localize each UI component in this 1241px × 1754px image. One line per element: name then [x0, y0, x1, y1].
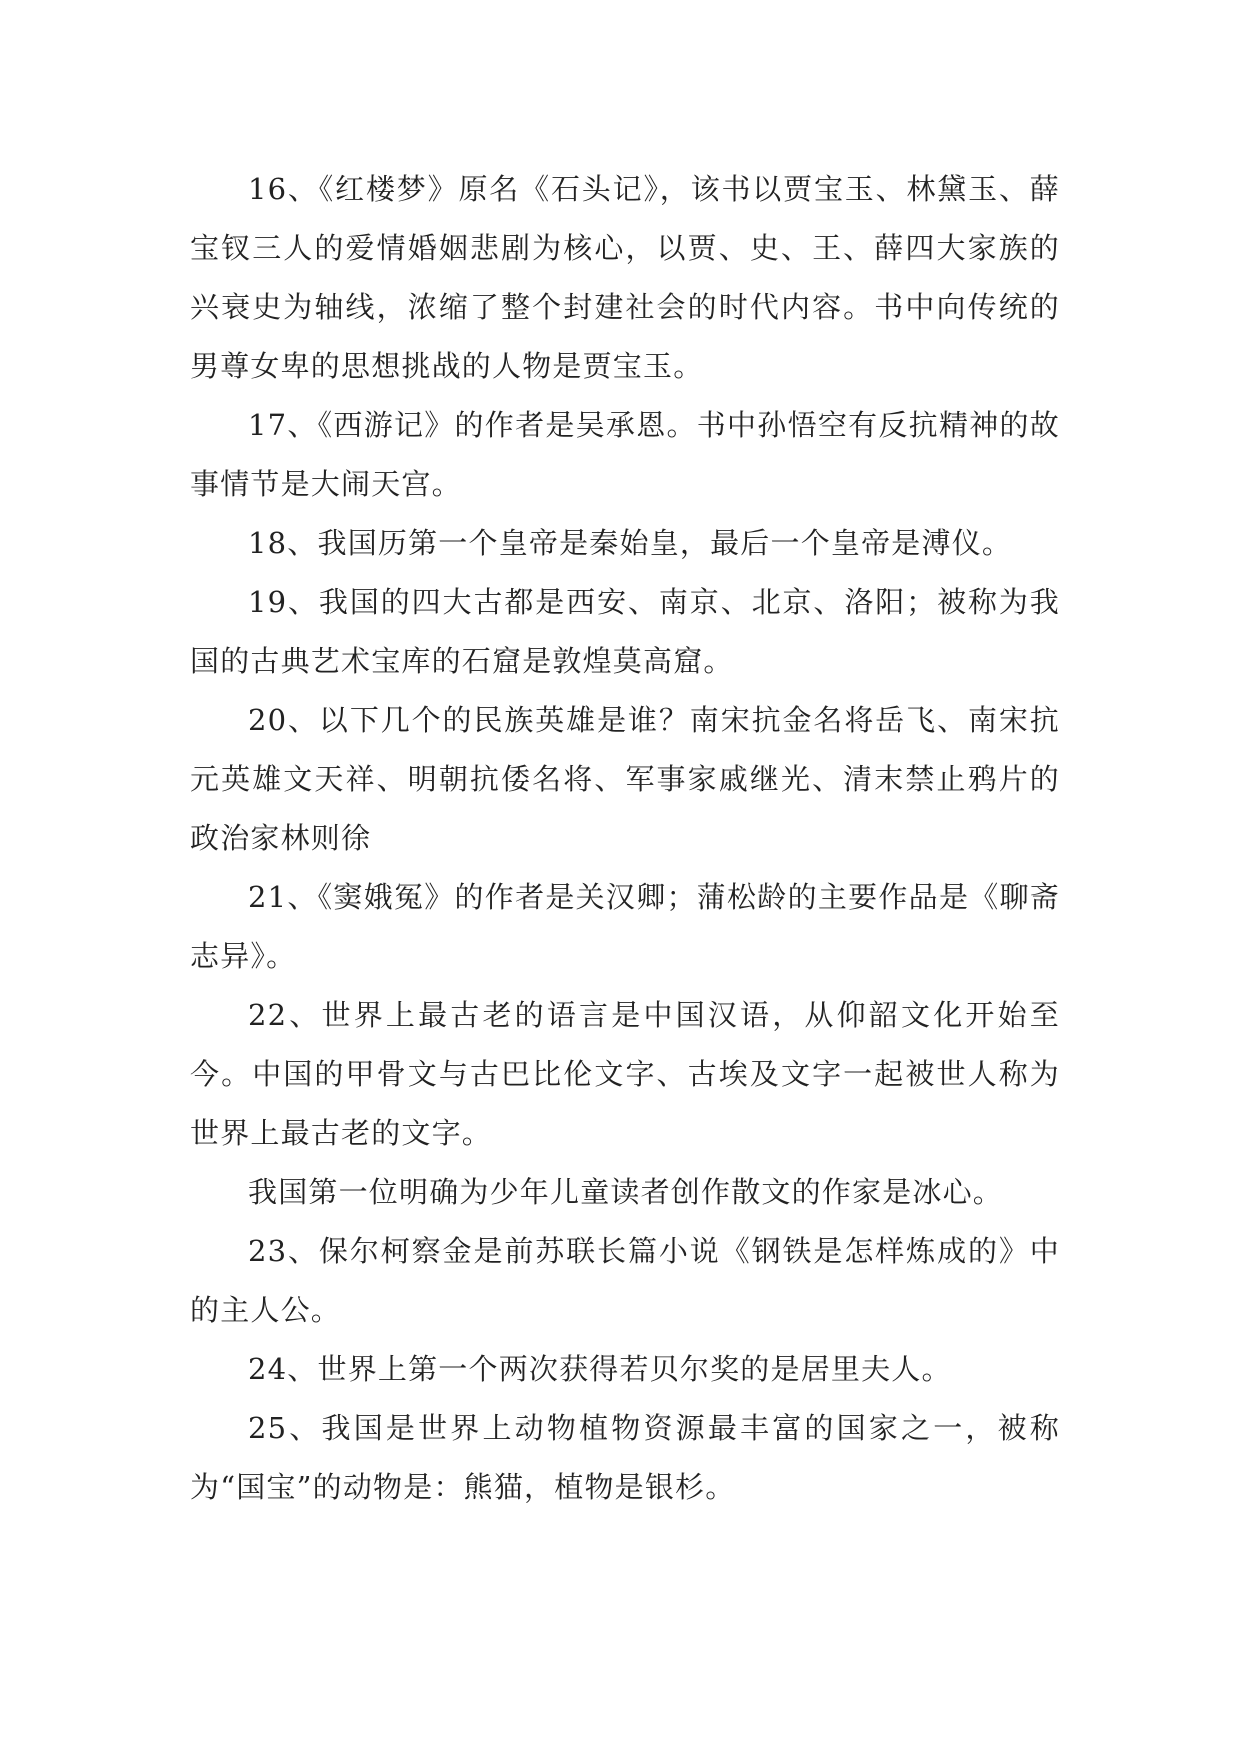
- paragraph-20: 20、以下几个的民族英雄是谁？南宋抗金名将岳飞、南宋抗元英雄文天祥、明朝抗倭名将、军事家戚继光、清末禁止鸦片的政治家林则徐: [190, 703, 1060, 855]
- paragraph-bingxin: 我国第一位明确为少年儿童读者创作散文的作家是冰心。: [248, 1175, 1004, 1209]
- paragraph-23: 23、保尔柯察金是前苏联长篇小说《钢铁是怎样炼成的》中的主人公。: [190, 1234, 1060, 1327]
- paragraph-18: 18、我国历第一个皇帝是秦始皇，最后一个皇帝是溥仪。: [248, 526, 1013, 560]
- paragraph-19: 19、我国的四大古都是西安、南京、北京、洛阳；被称为我国的古典艺术宝库的石窟是敦煌莫高窟。: [190, 585, 1060, 678]
- paragraph-21: 21、《窦娥冤》的作者是关汉卿；蒲松龄的主要作品是《聊斋志异》。: [190, 880, 1060, 973]
- paragraph-17: 17、《西游记》的作者是吴承恩。书中孙悟空有反抗精神的故事情节是大闹天宫。: [190, 408, 1060, 501]
- paragraph-25: 25、我国是世界上动物植物资源最丰富的国家之一，被称为“国宝”的动物是：熊猫，植物是银杉。: [190, 1411, 1060, 1504]
- paragraph-16: 16、《红楼梦》原名《石头记》，该书以贾宝玉、林黛玉、薛宝钗三人的爱情婚姻悲剧为核心，以贾、史、王、薛四大家族的兴衰史为轴线，浓缩了整个封建社会的时代内容。书中向传统的男尊女卑的思想挑战的人物是贾宝玉。: [190, 172, 1060, 383]
- paragraph-22: 22、世界上最古老的语言是中国汉语，从仰韶文化开始至今。中国的甲骨文与古巴比伦文字、古埃及文字一起被世人称为世界上最古老的文字。: [190, 998, 1060, 1150]
- paragraph-24: 24、世界上第一个两次获得若贝尔奖的是居里夫人。: [248, 1352, 952, 1386]
- document-body: [190, 160, 1060, 1517]
